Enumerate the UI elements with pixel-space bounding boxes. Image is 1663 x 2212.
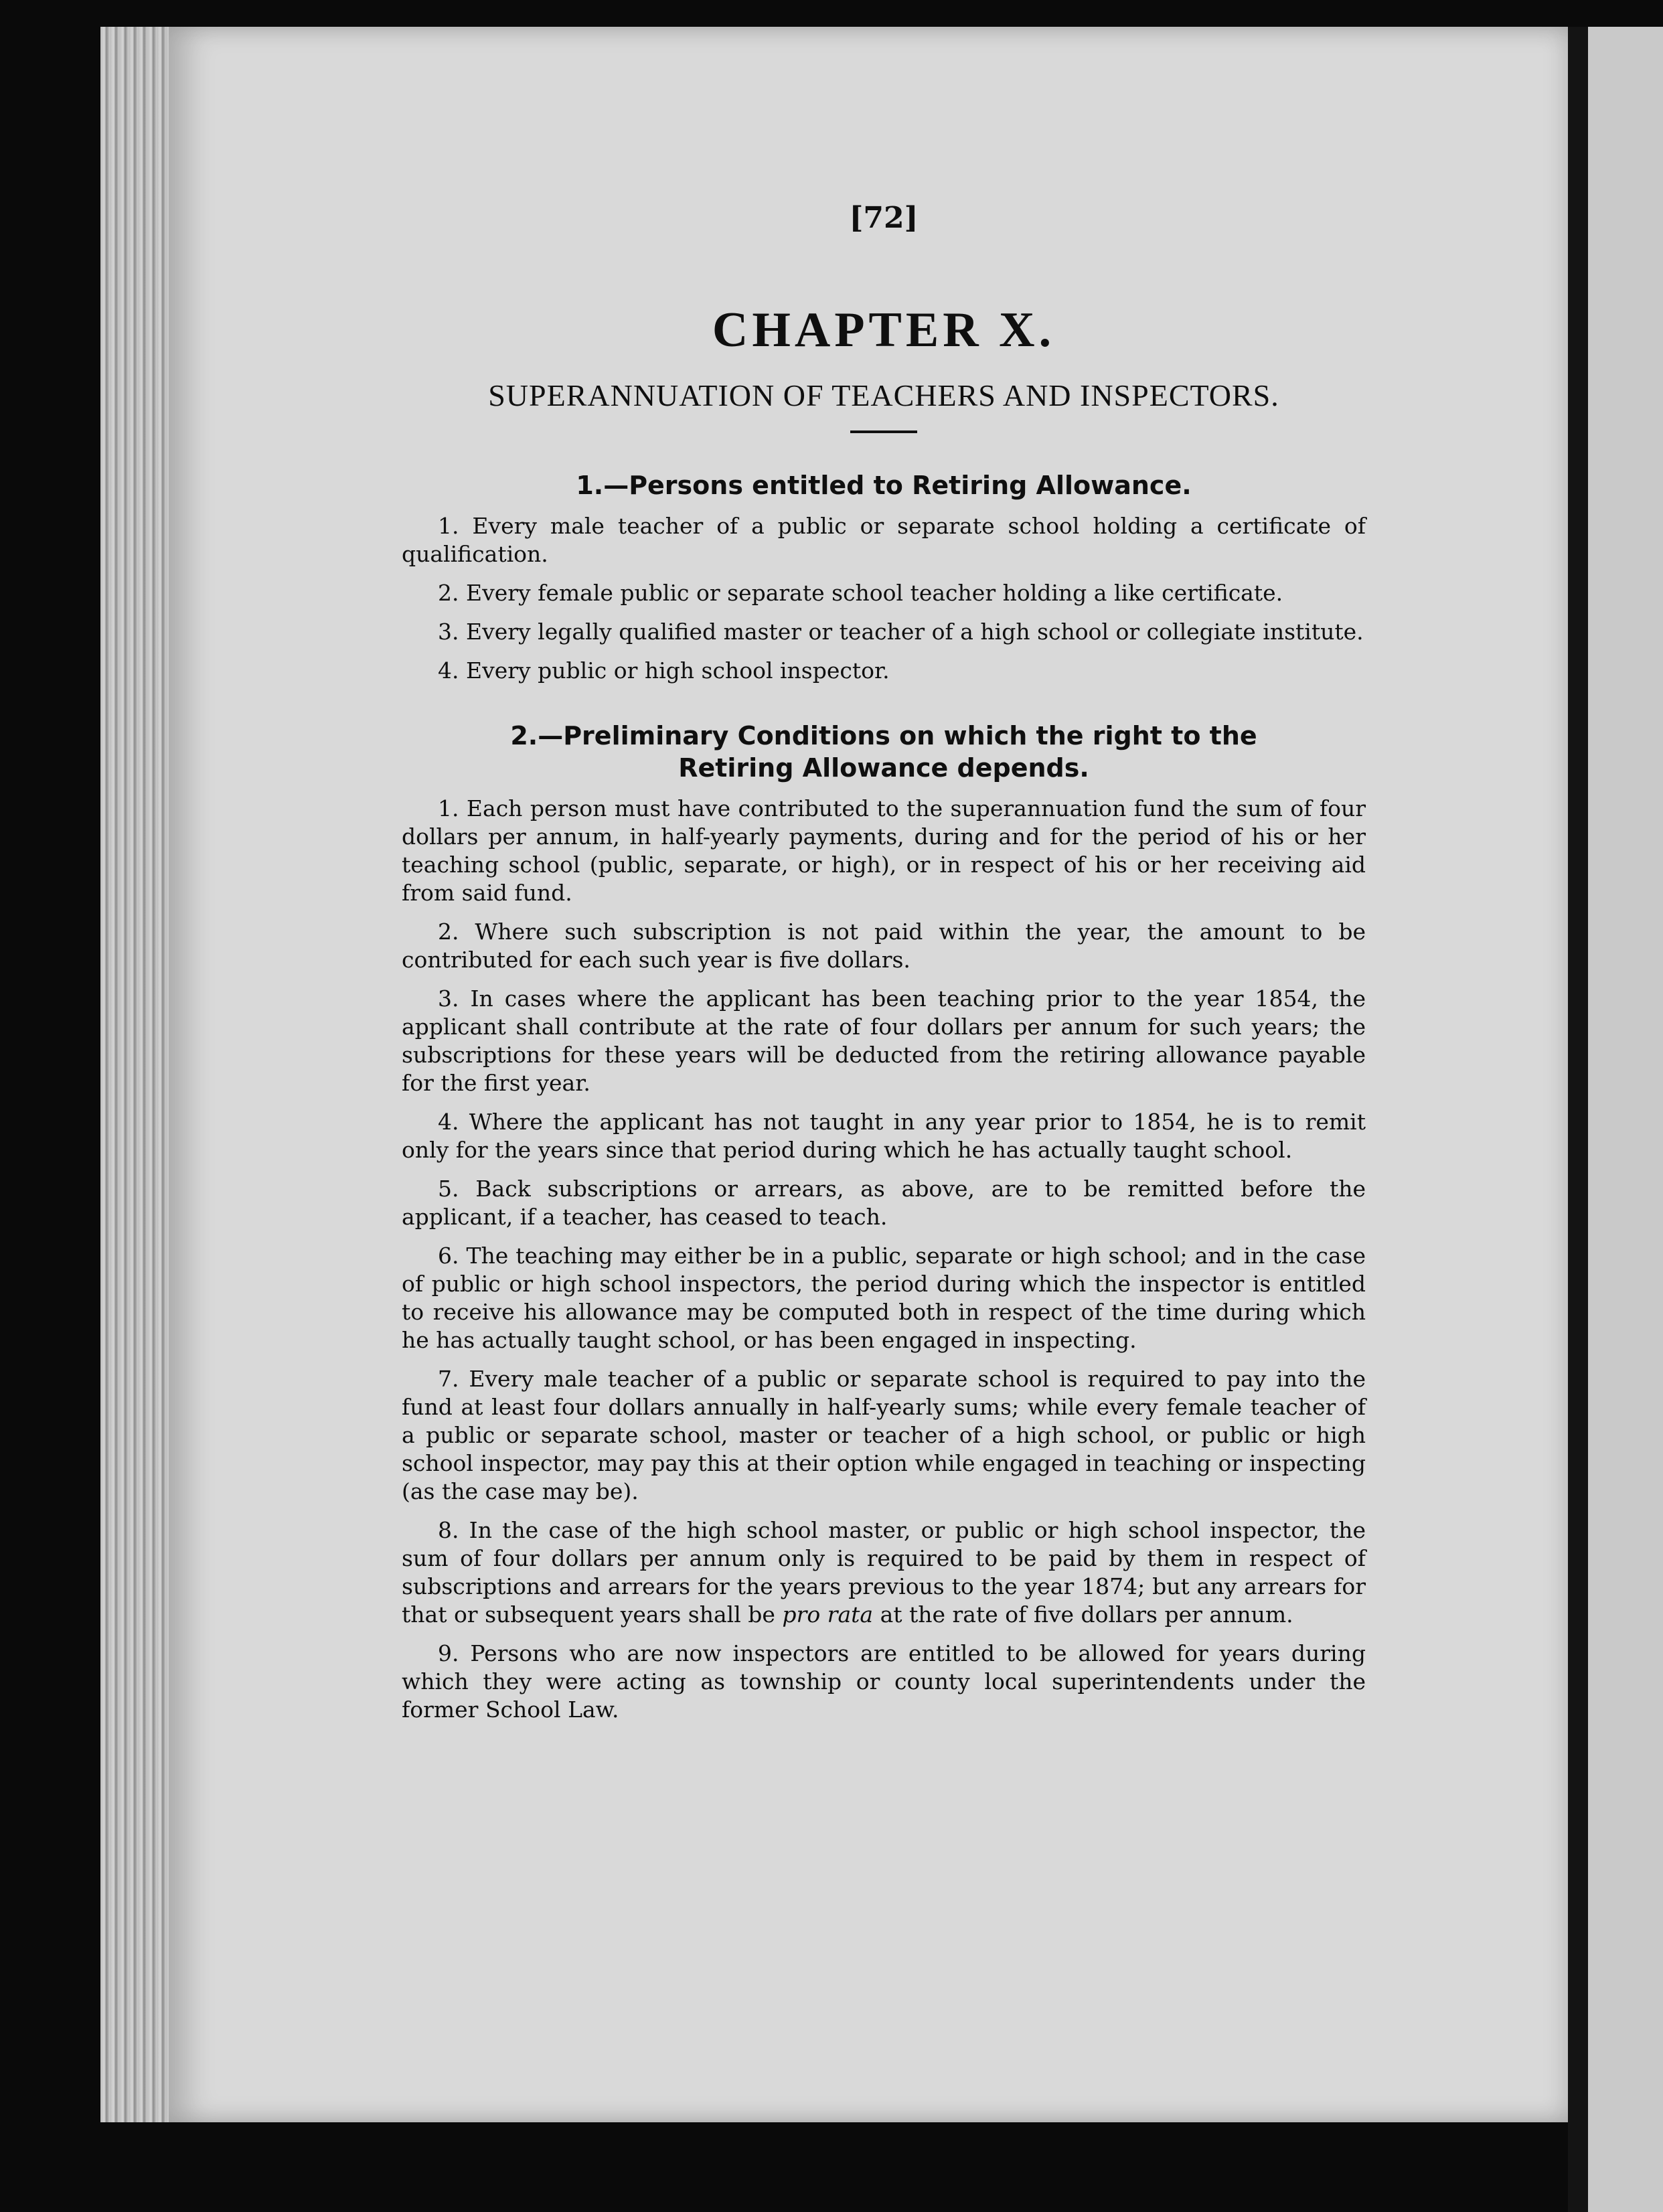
adjacent-page-edge (1588, 27, 1663, 2212)
section-2-item-4: 4. Where the applicant has not taught in any year prior to 1854, he is to remit only for the years since that period during which he has actually taught school. (402, 1109, 1366, 1163)
section-2-item-8 (402, 1516, 1366, 1629)
chapter-title: CHAPTER X. (712, 303, 1056, 358)
page-content (402, 201, 1366, 1735)
section-1-item-3: 3. Every legally qualified master or teacher of a high school or collegiate institute. (438, 619, 1364, 645)
title-rule (850, 430, 917, 433)
section-2-item-9: 9. Persons who are now inspectors are entitled to be allowed for years during which they were acting as township or county local superintendents under the former School Law. (402, 1640, 1366, 1723)
gutter (1568, 27, 1588, 2212)
section-2-item-5: 5. Back subscriptions or arrears, as above, are to be remitted before the applicant, if a teacher, has ceased to teach. (402, 1176, 1366, 1230)
section-2-heading (402, 720, 1366, 784)
section-2-heading-line-2: Retiring Allowance depends. (678, 753, 1089, 783)
section-1-item-4: 4. Every public or high school inspector. (438, 657, 890, 684)
section-2-item-7: 7. Every male teacher of a public or separate school is required to pay into the fund at least four dollars annually in half-yearly sums; while every female teacher of a public or separate school, master or teacher of a high school, or public or high school inspector, may pay this at their option while engaged in teaching or inspecting (as the case may be). (402, 1366, 1366, 1504)
section-2-item-8-italic: pro rata (782, 1601, 874, 1628)
chapter-subtitle: SUPERANNUATION OF TEACHERS AND INSPECTORS. (488, 378, 1279, 412)
section-1-item-1: 1. Every male teacher of a public or separate school holding a certificate of qualification. (402, 513, 1366, 567)
section-2-item-2: 2. Where such subscription is not paid within the year, the amount to be contributed for each such year is five dollars. (402, 919, 1366, 973)
section-2-item-1: 1. Each person must have contributed to the superannuation fund the sum of four dollars per annum, in half-yearly payments, during and for the period of his or her teaching school (public, separate, or high), or in respect of his or her receiving aid from said fund. (402, 795, 1366, 906)
section-2-item-6: 6. The teaching may either be in a public, separate or high school; and in the case of public or high school inspectors, the period during which the inspector is entitled to receive his allowance may be computed both in respect of the time during which he has actually taught school, or has been engaged in inspecting. (402, 1243, 1366, 1353)
section-2-heading-line-1: 2.—Preliminary Conditions on which the right to the (510, 721, 1257, 750)
page-number: [72] (849, 201, 919, 235)
page-edges (100, 27, 174, 2122)
section-1-heading: 1.—Persons entitled to Retiring Allowance. (576, 471, 1192, 500)
section-2-item-3: 3. In cases where the applicant has been teaching prior to the year 1854, the applicant shall contribute at the rate of four dollars per annum for such years; the subscriptions for these years will be deducted from the retiring allowance payable for the first year. (402, 985, 1366, 1096)
section-1-item-2: 2. Every female public or separate school teacher holding a like certificate. (438, 580, 1283, 606)
section-2-item-8-text-a: 8. In the case of the high school master, or public or high school inspector, the sum of four dollars per annum only is required to be paid by them in respect of subscriptions and arrears for the years previous to the year 1874; but any arrears for that or subsequent years shall be (402, 1517, 1366, 1628)
section-2-item-8-text-b: at the rate of five dollars per annum. (873, 1601, 1293, 1628)
